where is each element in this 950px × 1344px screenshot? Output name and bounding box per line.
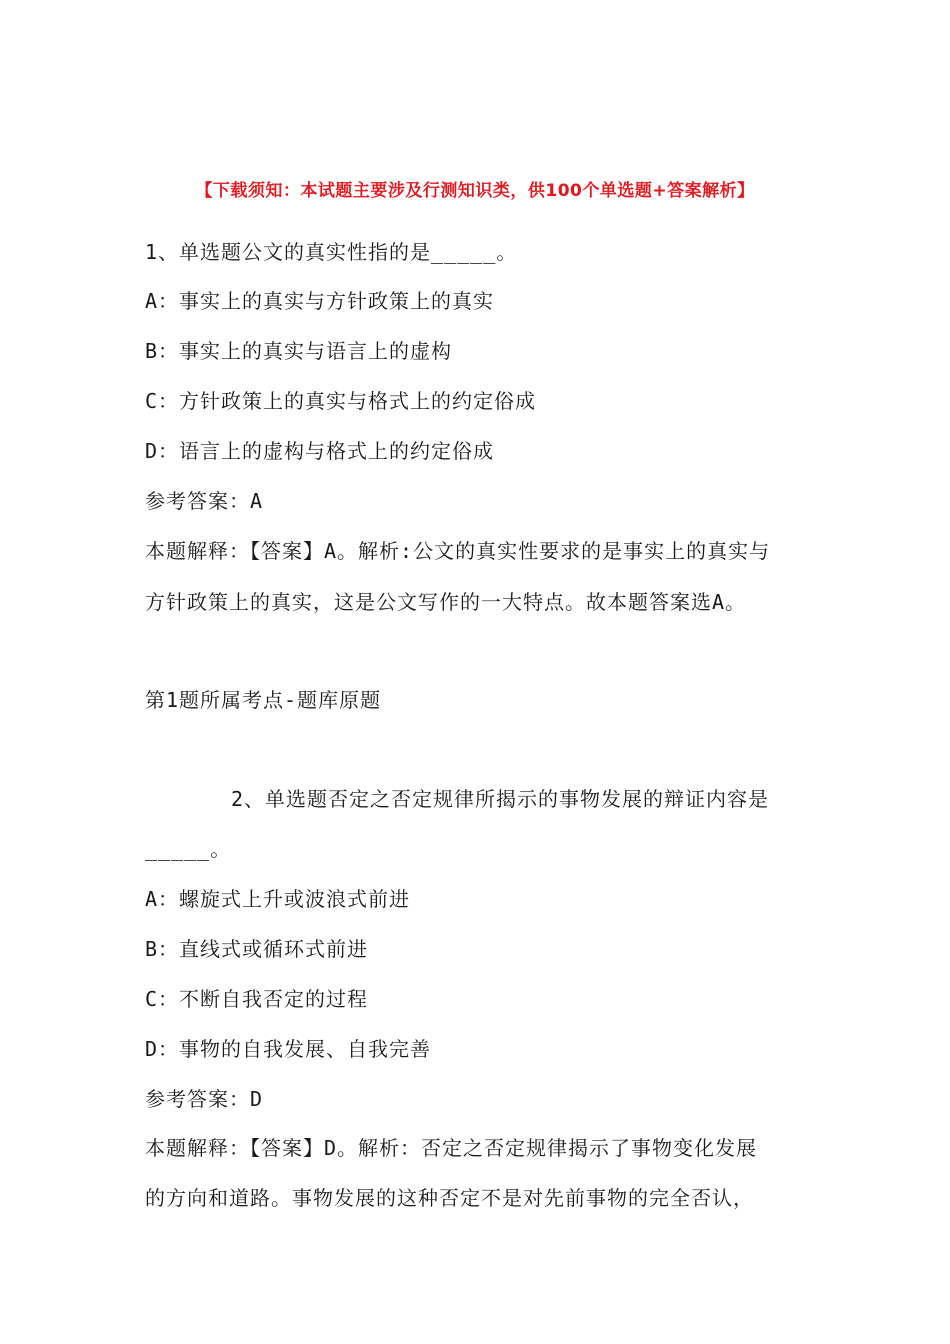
question-1-explanation-line-2: 方针政策上的真实，这是公文写作的一大特点。故本题答案选A。: [145, 590, 747, 614]
question-1-explanation-line-1: 本题解释：【答案】A。解析:公文的真实性要求的是事实上的真实与: [145, 539, 771, 563]
question-1-option-c: C：方针政策上的真实与格式上的约定俗成: [145, 389, 537, 413]
question-1-option-a: A：事实上的真实与方针政策上的真实: [145, 289, 495, 313]
question-2-stem-line-1: 2、单选题否定之否定规律所揭示的事物发展的辩证内容是: [231, 787, 770, 811]
question-2-answer: 参考答案：D: [145, 1087, 264, 1111]
question-2-option-b: B：直线式或循环式前进: [145, 937, 369, 961]
download-notice: 【下载须知：本试题主要涉及行测知识类，供100个单选题+答案解析】: [195, 181, 755, 201]
question-1-option-b: B：事实上的真实与语言上的虚构: [145, 339, 453, 363]
question-2-option-a: A：螺旋式上升或波浪式前进: [145, 887, 411, 911]
question-1-option-d: D：语言上的虚构与格式上的约定俗成: [145, 439, 495, 463]
question-1-stem: 1、单选题公文的真实性指的是_____。: [145, 240, 518, 264]
question-2-stem-line-2: _____。: [145, 837, 232, 861]
question-2-option-c: C：不断自我否定的过程: [145, 987, 369, 1011]
question-2-explanation-line-2: 的方向和道路。事物发展的这种否定不是对先前事物的完全否认，: [145, 1186, 754, 1210]
question-2-explanation-line-1: 本题解释：【答案】D。解析：否定之否定规律揭示了事物变化发展: [145, 1136, 758, 1160]
question-1-answer: 参考答案：A: [145, 489, 264, 513]
question-2-option-d: D：事物的自我发展、自我完善: [145, 1037, 432, 1061]
question-1-topic: 第1题所属考点-题库原题: [145, 688, 382, 712]
